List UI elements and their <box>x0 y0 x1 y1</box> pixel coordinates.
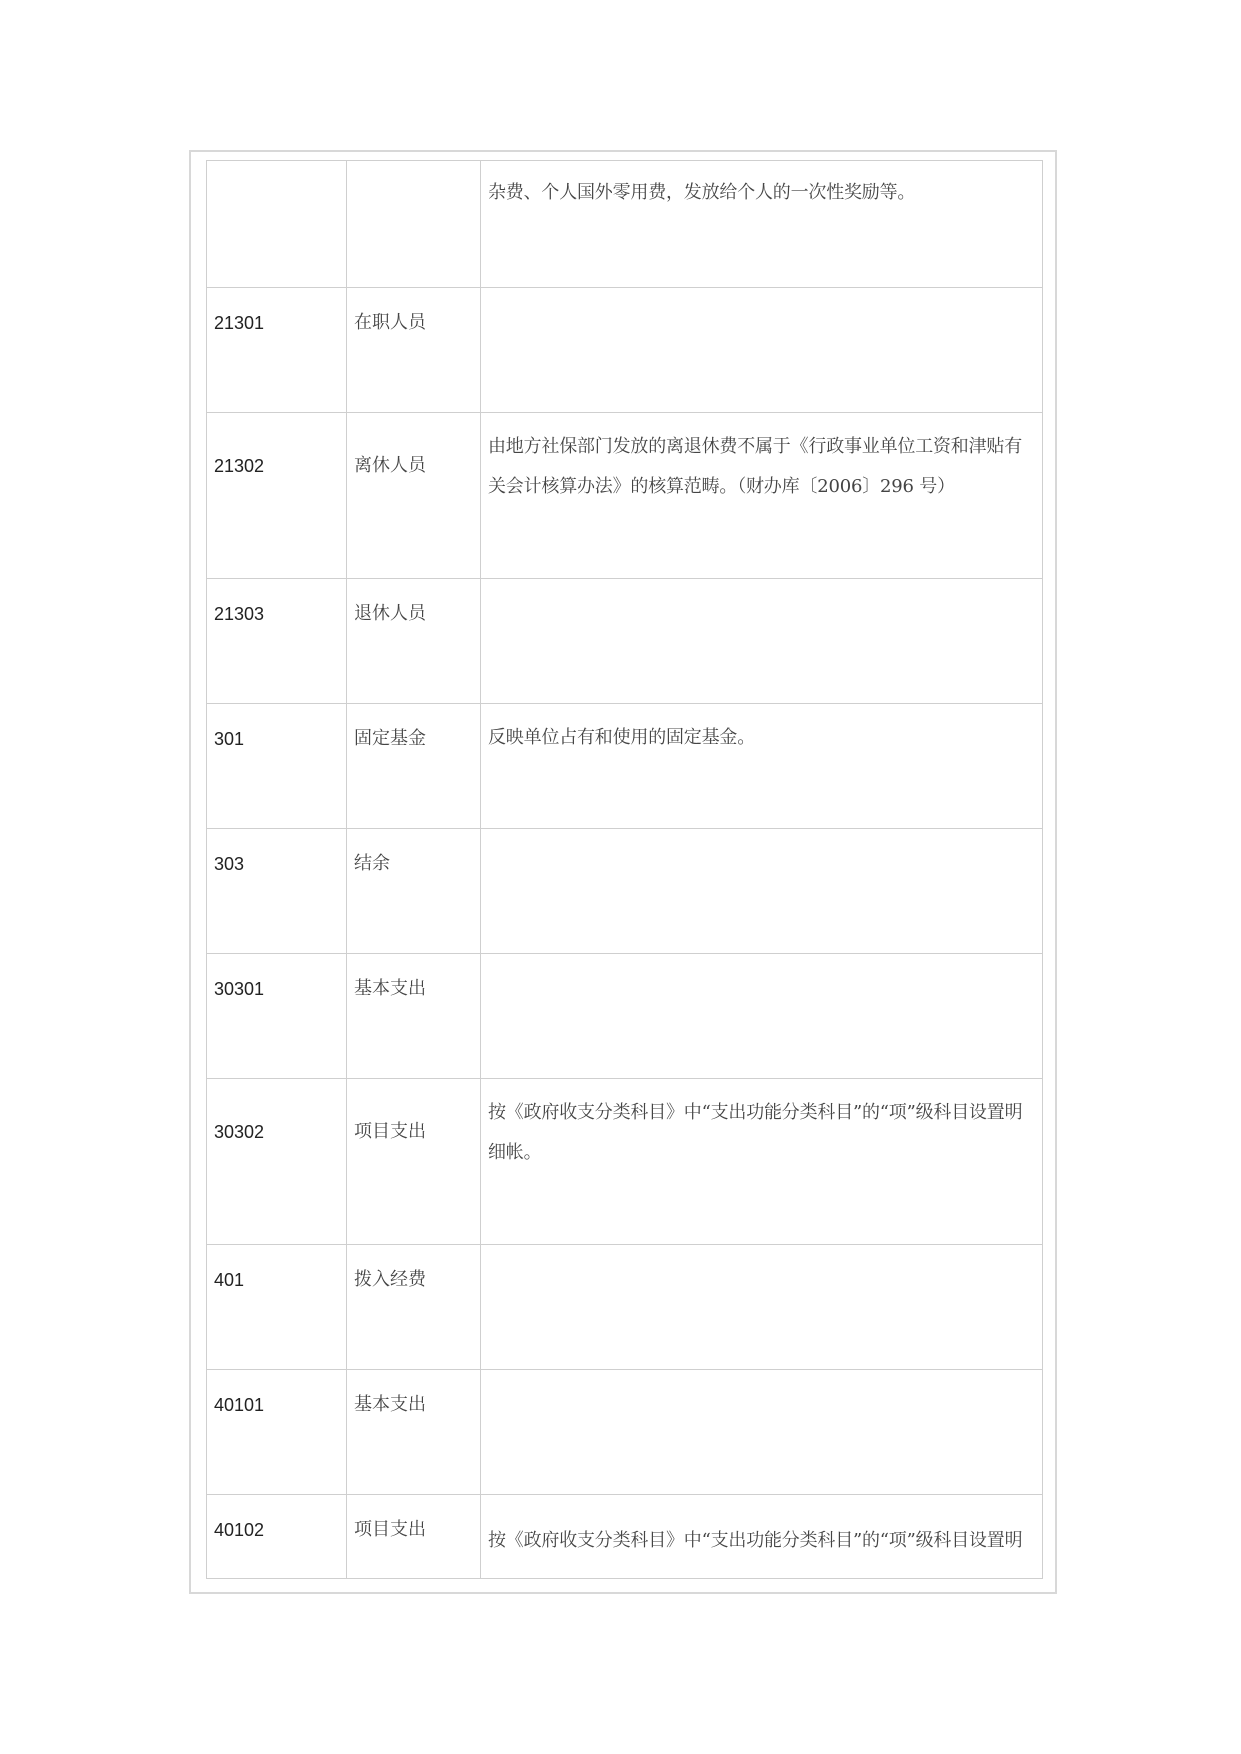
account-table-container <box>206 160 1042 1579</box>
account-description <box>481 954 1042 966</box>
desc-cell <box>481 288 1043 413</box>
code-cell <box>207 413 347 579</box>
desc-cell <box>481 413 1043 579</box>
table-row <box>207 1370 1043 1495</box>
account-code: 21301 <box>214 313 265 333</box>
table-row <box>207 954 1043 1079</box>
desc-cell <box>481 704 1043 829</box>
account-table <box>206 160 1043 1579</box>
account-name <box>347 161 480 183</box>
code-cell <box>207 1495 347 1579</box>
desc-cell <box>481 579 1043 704</box>
name-cell <box>347 413 481 579</box>
account-description <box>481 579 1042 591</box>
table-row <box>207 829 1043 954</box>
account-code: 30302 <box>214 1122 265 1142</box>
account-code: 21303 <box>214 604 265 624</box>
table-row <box>207 1495 1043 1579</box>
name-cell <box>347 954 481 1079</box>
account-description: 按《政府收支分类科目》中“支出功能分类科目”的“项”级科目设置明 <box>488 1530 1023 1551</box>
account-code: 40102 <box>214 1520 265 1540</box>
code-cell <box>207 954 347 1079</box>
desc-cell <box>481 1495 1043 1579</box>
account-description <box>481 829 1042 841</box>
name-cell <box>347 1245 481 1370</box>
account-name: 固定基金 <box>354 728 426 749</box>
account-code: 40101 <box>214 1395 265 1415</box>
name-cell <box>347 704 481 829</box>
desc-cell <box>481 1370 1043 1495</box>
table-row <box>207 579 1043 704</box>
account-name: 项目支出 <box>354 1519 426 1540</box>
account-name: 基本支出 <box>354 978 426 999</box>
account-code: 30301 <box>214 979 265 999</box>
table-row <box>207 413 1043 579</box>
code-cell <box>207 1370 347 1495</box>
desc-cell <box>481 1079 1043 1245</box>
account-name: 拨入经费 <box>354 1269 426 1290</box>
account-code: 301 <box>214 729 245 749</box>
account-code: 303 <box>214 854 245 874</box>
name-cell <box>347 1495 481 1579</box>
name-cell <box>347 1370 481 1495</box>
account-description <box>481 1370 1042 1382</box>
account-name: 结余 <box>354 853 390 874</box>
name-cell <box>347 1079 481 1245</box>
account-description <box>481 288 1042 300</box>
desc-cell <box>481 829 1043 954</box>
account-description <box>481 1245 1042 1257</box>
account-name: 项目支出 <box>354 1121 426 1142</box>
code-cell <box>207 704 347 829</box>
name-cell <box>347 579 481 704</box>
code-cell <box>207 1079 347 1245</box>
code-cell <box>207 161 347 288</box>
account-name: 退休人员 <box>354 603 426 624</box>
account-description: 由地方社保部门发放的离退休费不属于《行政事业单位工资和津贴有关会计核算办法》的核算范畴。（财办库〔2006〕296 号） <box>488 436 1022 497</box>
name-cell <box>347 161 481 288</box>
table-row <box>207 288 1043 413</box>
name-cell <box>347 288 481 413</box>
table-row <box>207 704 1043 829</box>
account-code: 401 <box>214 1270 245 1290</box>
desc-cell <box>481 161 1043 288</box>
table-row <box>207 1245 1043 1370</box>
desc-cell <box>481 1245 1043 1370</box>
name-cell <box>347 829 481 954</box>
account-name: 离休人员 <box>354 455 426 476</box>
code-cell <box>207 579 347 704</box>
account-description: 杂费、个人国外零用费，发放给个人的一次性奖励等。 <box>488 182 916 203</box>
code-cell <box>207 1245 347 1370</box>
account-description: 反映单位占有和使用的固定基金。 <box>488 727 755 748</box>
account-name: 在职人员 <box>354 312 426 333</box>
account-description: 按《政府收支分类科目》中“支出功能分类科目”的“项”级科目设置明细帐。 <box>488 1102 1023 1163</box>
account-code: 21302 <box>214 456 265 476</box>
account-code <box>207 161 346 183</box>
desc-cell <box>481 954 1043 1079</box>
code-cell <box>207 829 347 954</box>
table-row <box>207 161 1043 288</box>
account-name: 基本支出 <box>354 1394 426 1415</box>
table-row <box>207 1079 1043 1245</box>
code-cell <box>207 288 347 413</box>
